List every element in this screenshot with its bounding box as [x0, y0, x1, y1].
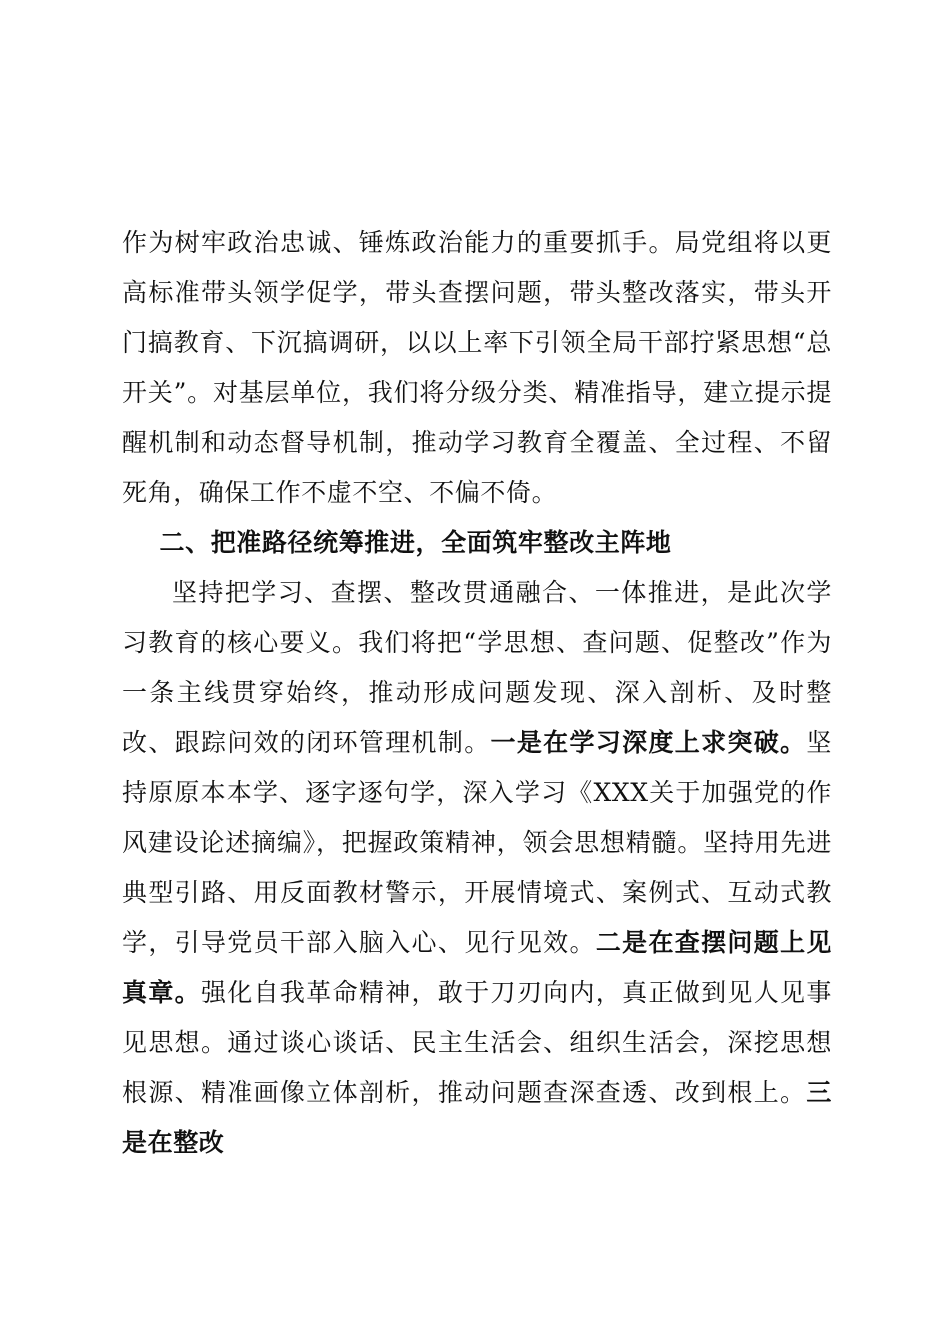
point-one-title: 一是在学习深度上求突破。 [490, 728, 807, 757]
point-three-title: 三是在整改 [122, 1078, 832, 1157]
document-body [122, 218, 832, 1168]
point-one-body: 坚持原原本本学、逐字逐句学，深入学习《XXX关于加强党的作风建设论述摘编》，把握政策精神，领会思想精髓。坚持用先进典型引路、用反面教材警示，开展情境式、案例式、互动式教学，引导党员干部入脑入心、见行见效。 [122, 728, 832, 957]
paragraph-intro: 坚持把学习、查摆、整改贯通融合、一体推进，是此次学习教育的核心要义。我们将把“学思想、查问题、促整改”作为一条主线贯穿始终，推动形成问题发现、深入剖析、及时整改、跟踪问效的闭环管理机制。 [122, 578, 832, 757]
point-two-title: 二是在查摆问题上见真章。 [122, 928, 832, 1007]
paragraph-section-two [122, 568, 832, 1168]
point-two-body: 强化自我革命精神，敢于刀刃向内，真正做到见人见事见思想。通过谈心谈话、民主生活会、组织生活会，深挖思想根源、精准画像立体剖析，推动问题查深查透、改到根上。 [122, 978, 832, 1107]
section-heading: 二、把准路径统筹推进，全面筑牢整改主阵地 [159, 528, 672, 557]
paragraph-continued: 作为树牢政治忠诚、锤炼政治能力的重要抓手。局党组将以更高标准带头领学促学，带头查摆问题，带头整改落实，带头开门搞教育、下沉搞调研，以以上率下引领全局干部拧紧思想“总开关”。对基层单位，我们将分级分类、精准指导，建立提示提醒机制和动态督导机制，推动学习教育全覆盖、全过程、不留死角，确保工作不虚不空、不偏不倚。 [122, 228, 832, 507]
